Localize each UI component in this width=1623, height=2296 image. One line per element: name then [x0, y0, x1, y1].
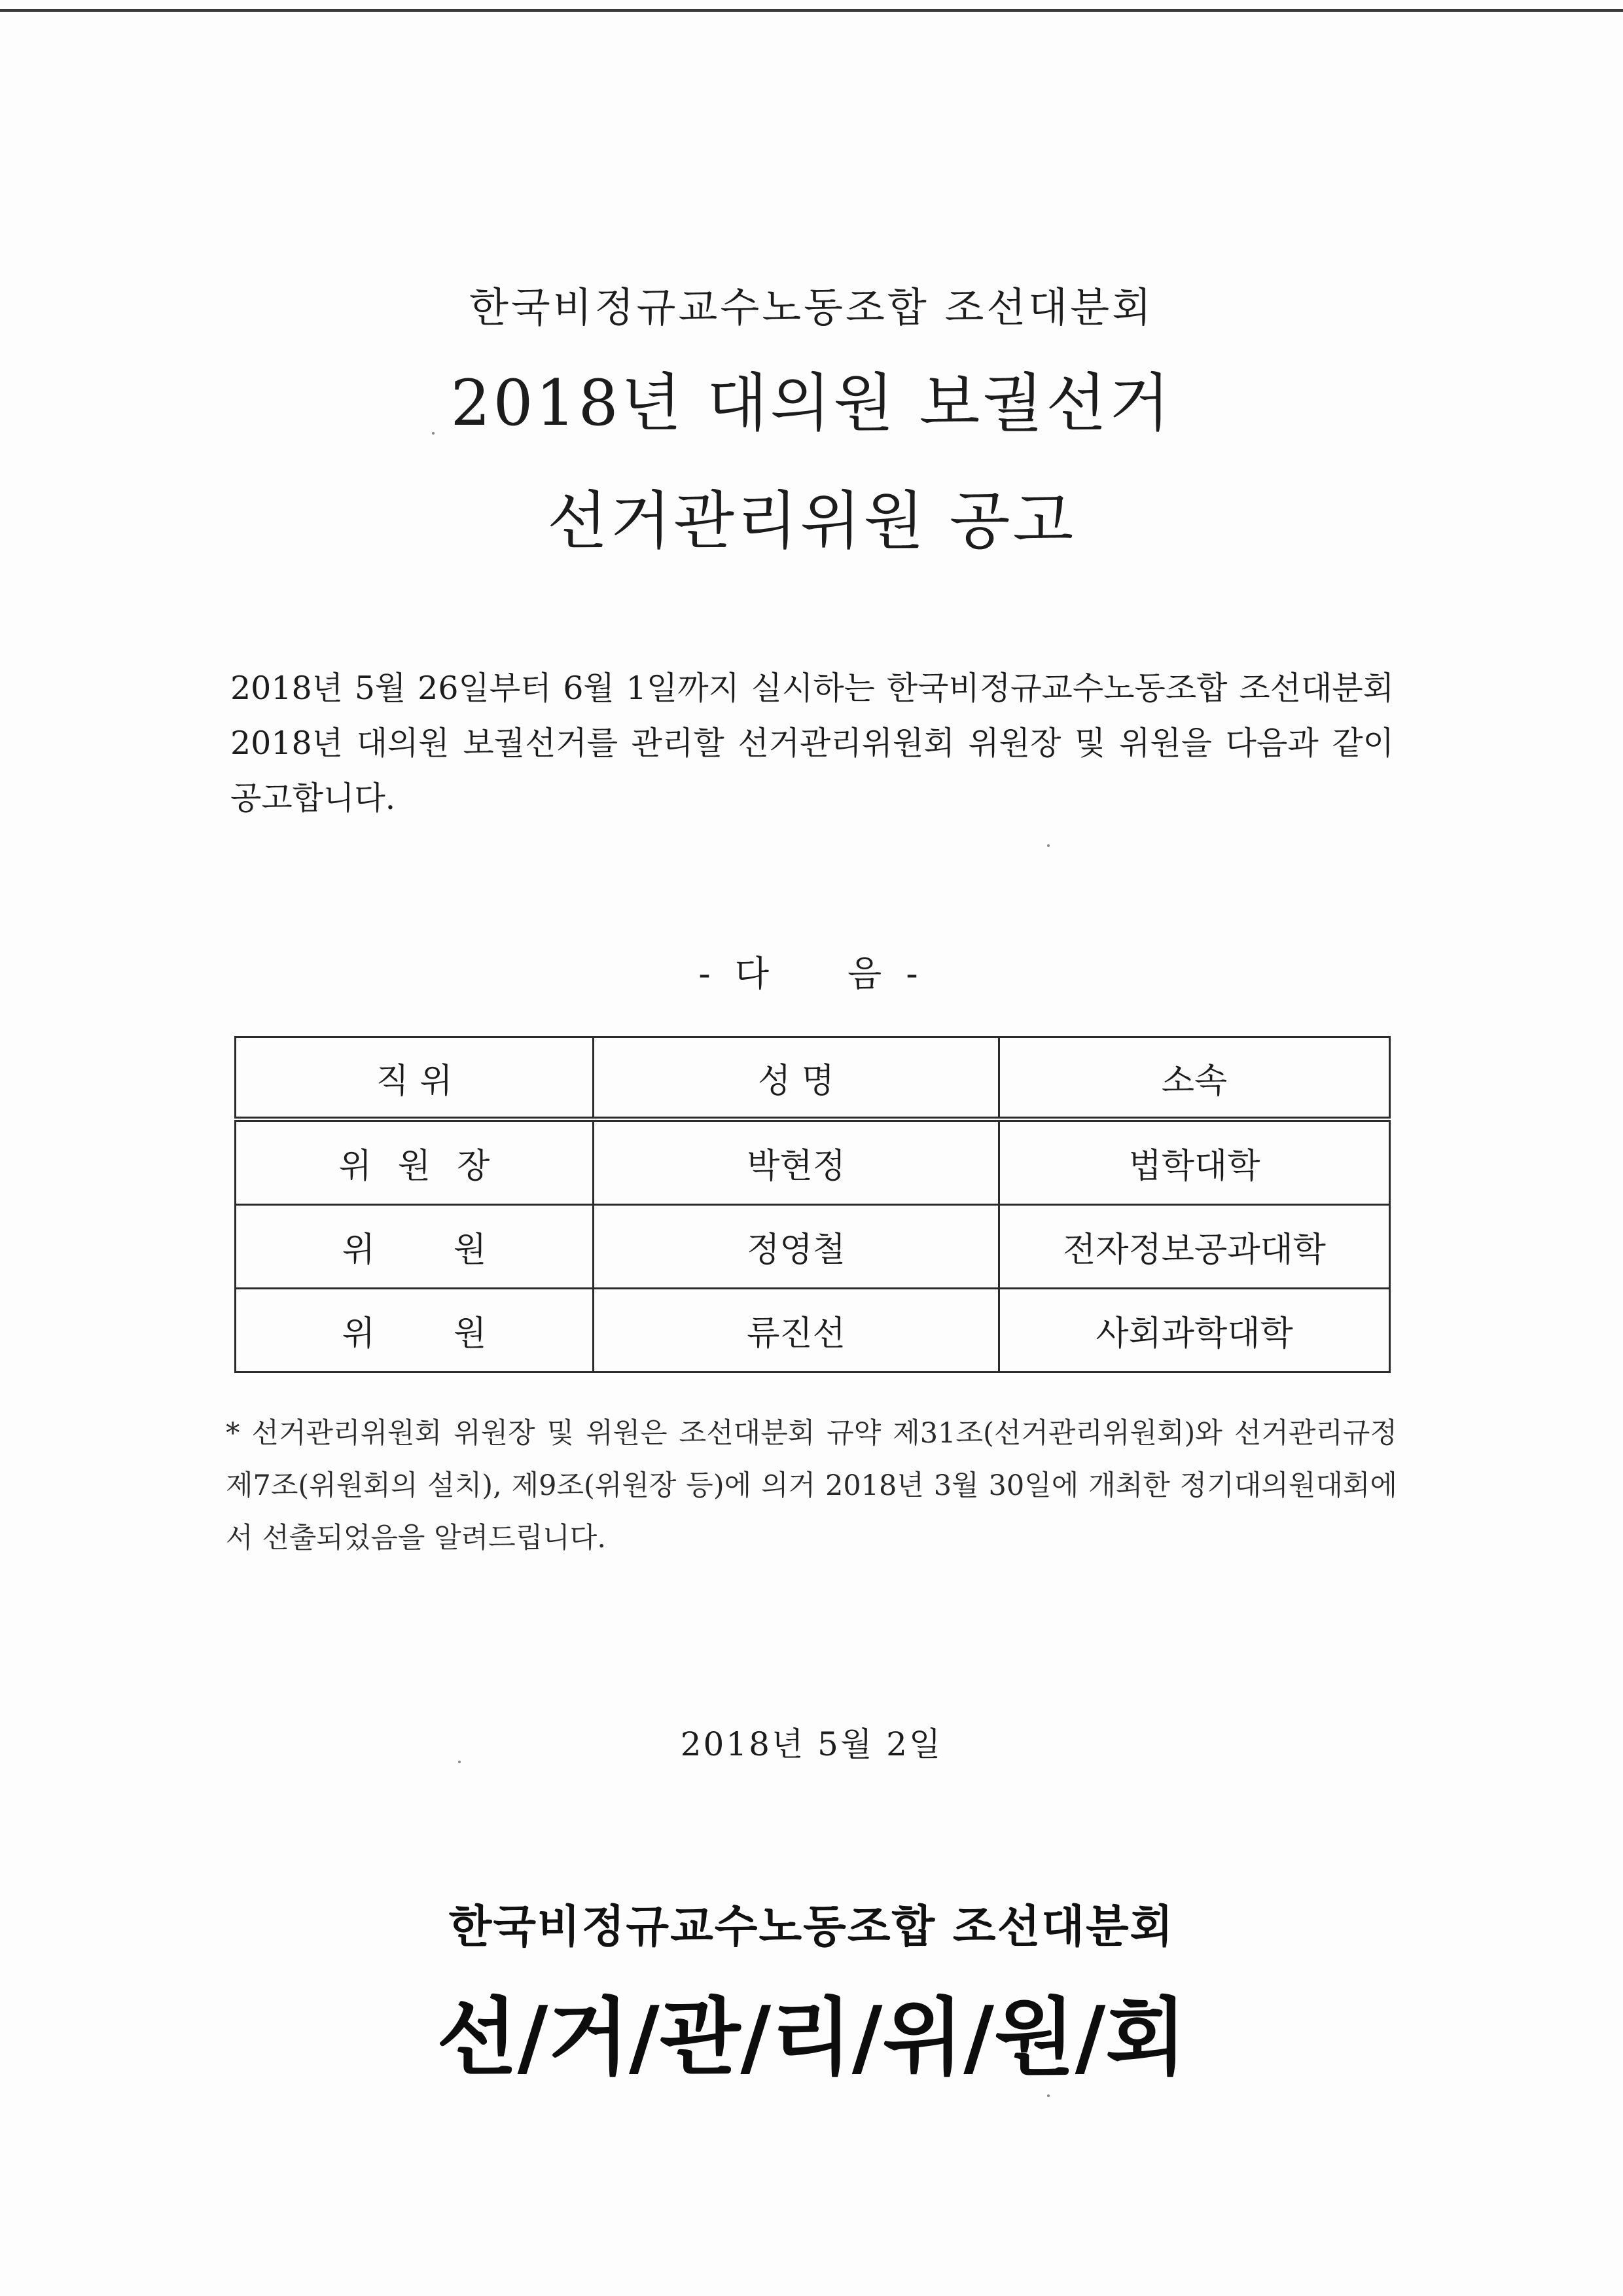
announcement-date: 2018년 5월 2일 — [680, 1725, 943, 1763]
title-line-1: 2018년 대의원 보궐선거 — [450, 367, 1173, 440]
header-name: 성 명 — [594, 1037, 999, 1120]
scan-speck — [1047, 844, 1050, 847]
cell-name: 류진선 — [594, 1289, 999, 1372]
footnote: * 선거관리위원회 위원장 및 위원은 조선대분회 규약 제31조(선거관리위원회)와 선거관리규정 제7조(위원회의 설치), 제9조(위원장 등)에 의거 2018년 3월 30일에 개최한 정기대의원대회에서 선출되었음을 알려드립니다. — [226, 1417, 1397, 1554]
scan-speck — [458, 1761, 461, 1763]
cell-position: 위원 — [236, 1205, 594, 1289]
footer-organization: 한국비정규교수노동조합 조선대분회 — [448, 1901, 1175, 1953]
scan-speck — [1047, 2094, 1050, 2097]
committee-seal-text: 선/거/관/리/위/원/회 — [436, 1989, 1187, 2087]
dieum-open: - 다 — [698, 953, 776, 994]
cell-name: 박현정 — [594, 1119, 999, 1205]
cell-affiliation: 사회과학대학 — [999, 1289, 1390, 1372]
table-header-row — [236, 1037, 1390, 1120]
table-row — [236, 1289, 1390, 1372]
cell-position: 위원 — [236, 1289, 594, 1372]
table-row — [236, 1119, 1390, 1205]
header-organization: 한국비정규교수노동조합 조선대분회 — [469, 283, 1154, 331]
cell-name: 정영철 — [594, 1205, 999, 1289]
cell-affiliation: 법학대학 — [999, 1119, 1390, 1205]
title-line-2: 선거관리위원 공고 — [546, 484, 1077, 558]
cell-position: 위원장 — [236, 1119, 594, 1205]
announcement-paragraph: 2018년 5월 26일부터 6월 1일까지 실시하는 한국비정규교수노동조합 조선대분회 2018년 대의원 보궐선거를 관리할 선거관리위원회 위원장 및 위원을 다음과 같이 공고합니다. — [230, 670, 1394, 817]
dieum-close: 음 - — [847, 953, 925, 994]
scan-speck — [432, 432, 435, 435]
scan-edge-line — [0, 9, 1623, 12]
header-position: 직 위 — [236, 1037, 594, 1120]
cell-affiliation: 전자정보공과대학 — [999, 1205, 1390, 1289]
committee-members-table — [234, 1036, 1391, 1373]
header-affiliation: 소속 — [999, 1037, 1390, 1120]
dieum-heading — [0, 946, 1623, 996]
table-row — [236, 1205, 1390, 1289]
